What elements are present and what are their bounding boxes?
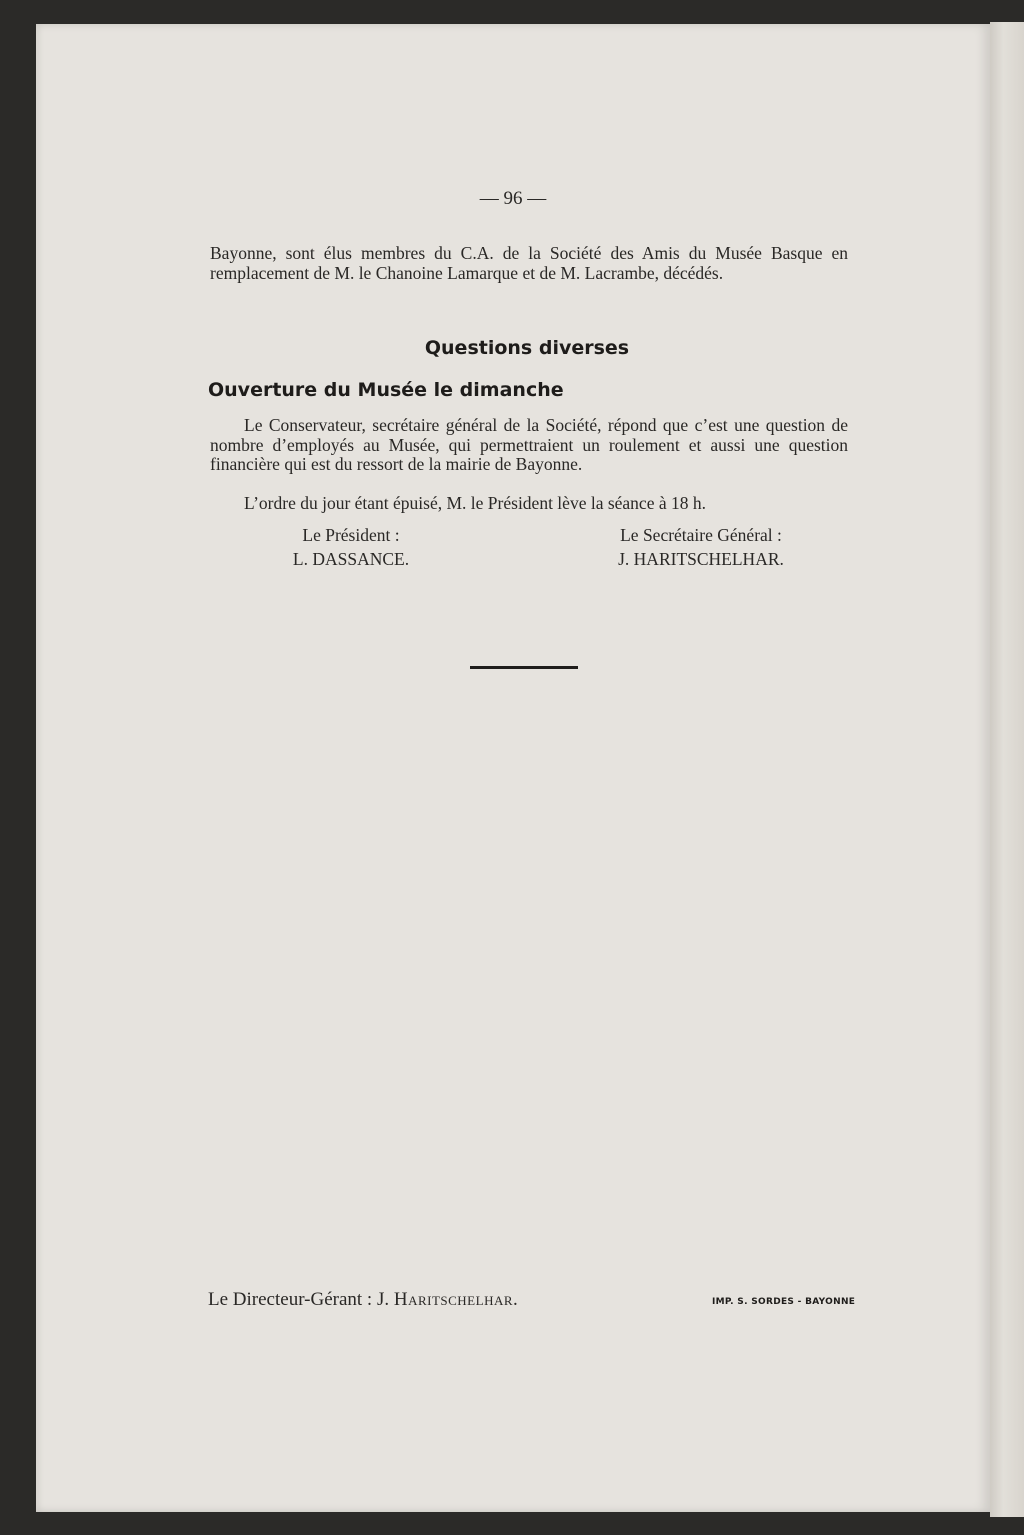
printer-credit: IMP. S. SORDES - BAYONNE [712,1297,856,1307]
secretary-title: Le Secrétaire Général : [620,525,782,545]
president-title: Le Président : [302,525,400,545]
section-divider [470,666,578,669]
president-name: L. DASSANCE. [292,549,410,569]
secretary-name: J. HARITSCHELHAR. [618,549,784,569]
page-number: — 96 — [479,188,547,209]
subsection-heading: Ouverture du Musée le dimanche [208,379,564,401]
intro-paragraph: Bayonne, sont élus membres du C.A. de la Société des Amis du Musée Basque en remplacement de M. le Chanoine Lamarque et de M. Lacrambe, décédés. [210,243,848,283]
closing-paragraph: L’ordre du jour étant épuisé, M. le Président lève la séance à 18 h. [244,493,706,513]
director-credit-line [208,1289,518,1311]
director-label: Le Directeur-Gérant : J. [208,1289,390,1310]
president-signature [266,523,436,571]
secretary-signature [576,523,826,571]
section-heading: Questions diverses [424,337,630,359]
director-name: Haritschelhar. [393,1289,519,1310]
body-paragraph: Le Conservateur, secrétaire général de la Société, répond que c’est une question de nombre d’employés au Musée, qui permettraient un roulement et aussi une question financière qui est du ressort de la mairie de Bayonne. [210,415,848,474]
next-page-edge [990,22,1024,1517]
